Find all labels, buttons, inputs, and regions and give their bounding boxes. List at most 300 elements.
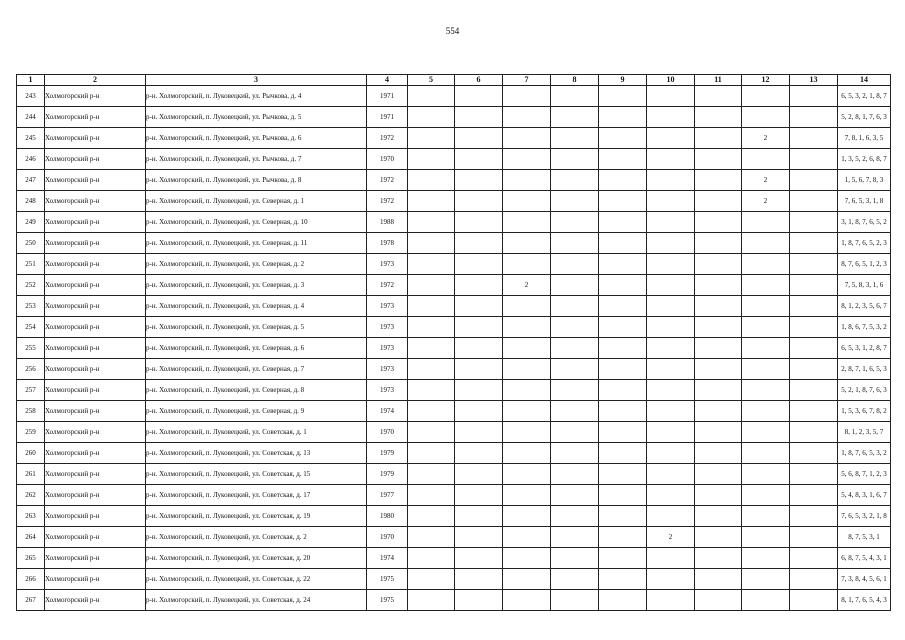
- row-number: 251: [17, 254, 45, 275]
- col11-cell: [695, 359, 742, 380]
- col9-cell: [599, 527, 647, 548]
- column-header-4: 4: [367, 75, 408, 86]
- address-cell: р-н. Холмогорский, п. Луковецкий, ул. Рычкова, д. 8: [146, 170, 367, 191]
- district-cell: Холмогорский р-н: [45, 485, 146, 506]
- col9-cell: [599, 254, 647, 275]
- codes-cell: 1, 3, 5, 2, 6, 8, 7: [838, 149, 891, 170]
- col6-cell: [455, 485, 503, 506]
- table-row: [17, 485, 891, 506]
- col9-cell: [599, 149, 647, 170]
- table-row: [17, 296, 891, 317]
- col8-cell: [551, 527, 599, 548]
- year-cell: 1974: [367, 401, 408, 422]
- col13-cell: [790, 233, 838, 254]
- address-cell: р-н. Холмогорский, п. Луковецкий, ул. Советская, д. 19: [146, 506, 367, 527]
- page-number: 554: [445, 26, 460, 36]
- col13-cell: [790, 548, 838, 569]
- row-number: 245: [17, 128, 45, 149]
- table-row: [17, 359, 891, 380]
- table-row: [17, 527, 891, 548]
- table-row: [17, 338, 891, 359]
- col6-cell: [455, 233, 503, 254]
- col7-cell: [503, 527, 551, 548]
- col6-cell: [455, 527, 503, 548]
- col6-cell: [455, 338, 503, 359]
- table-row: [17, 422, 891, 443]
- col8-cell: [551, 548, 599, 569]
- address-cell: р-н. Холмогорский, п. Луковецкий, ул. Северная, д. 11: [146, 233, 367, 254]
- col7-cell: 2: [503, 275, 551, 296]
- col5-cell: [408, 149, 455, 170]
- district-cell: Холмогорский р-н: [45, 254, 146, 275]
- col13-cell: [790, 527, 838, 548]
- col8-cell: [551, 191, 599, 212]
- col6-cell: [455, 443, 503, 464]
- col13-cell: [790, 128, 838, 149]
- col8-cell: [551, 485, 599, 506]
- table-row: [17, 170, 891, 191]
- address-cell: р-н. Холмогорский, п. Луковецкий, ул. Советская, д. 15: [146, 464, 367, 485]
- col12-cell: [742, 359, 790, 380]
- col10-cell: [647, 317, 695, 338]
- col12-cell: [742, 590, 790, 611]
- col8-cell: [551, 422, 599, 443]
- table-row: [17, 590, 891, 611]
- col11-cell: [695, 548, 742, 569]
- col5-cell: [408, 422, 455, 443]
- col13-cell: [790, 317, 838, 338]
- col11-cell: [695, 128, 742, 149]
- district-cell: Холмогорский р-н: [45, 170, 146, 191]
- col10-cell: [647, 464, 695, 485]
- col12-cell: 2: [742, 191, 790, 212]
- col9-cell: [599, 128, 647, 149]
- col9-cell: [599, 443, 647, 464]
- col12-cell: [742, 443, 790, 464]
- col12-cell: [742, 464, 790, 485]
- col13-cell: [790, 149, 838, 170]
- col13-cell: [790, 212, 838, 233]
- col9-cell: [599, 170, 647, 191]
- codes-cell: 6, 8, 7, 5, 4, 3, 1: [838, 548, 891, 569]
- year-cell: 1972: [367, 191, 408, 212]
- row-number: 260: [17, 443, 45, 464]
- year-cell: 1971: [367, 107, 408, 128]
- district-cell: Холмогорский р-н: [45, 275, 146, 296]
- row-number: 243: [17, 86, 45, 107]
- year-cell: 1974: [367, 548, 408, 569]
- col10-cell: [647, 233, 695, 254]
- col6-cell: [455, 569, 503, 590]
- col13-cell: [790, 275, 838, 296]
- col9-cell: [599, 317, 647, 338]
- codes-cell: 8, 7, 5, 3, 1: [838, 527, 891, 548]
- col11-cell: [695, 527, 742, 548]
- codes-cell: 6, 5, 3, 1, 2, 8, 7: [838, 338, 891, 359]
- col6-cell: [455, 401, 503, 422]
- col12-cell: 2: [742, 128, 790, 149]
- col7-cell: [503, 107, 551, 128]
- col12-cell: [742, 506, 790, 527]
- col9-cell: [599, 506, 647, 527]
- col10-cell: [647, 485, 695, 506]
- col10-cell: [647, 380, 695, 401]
- year-cell: 1975: [367, 569, 408, 590]
- col7-cell: [503, 317, 551, 338]
- col6-cell: [455, 590, 503, 611]
- column-header-8: 8: [551, 75, 599, 86]
- codes-cell: 5, 4, 8, 3, 1, 6, 7: [838, 485, 891, 506]
- col10-cell: [647, 359, 695, 380]
- col10-cell: [647, 191, 695, 212]
- col6-cell: [455, 380, 503, 401]
- codes-cell: 5, 6, 8, 7, 1, 2, 3: [838, 464, 891, 485]
- col7-cell: [503, 506, 551, 527]
- col12-cell: [742, 401, 790, 422]
- col5-cell: [408, 527, 455, 548]
- district-cell: Холмогорский р-н: [45, 359, 146, 380]
- district-cell: Холмогорский р-н: [45, 569, 146, 590]
- col10-cell: [647, 275, 695, 296]
- col10-cell: [647, 443, 695, 464]
- col12-cell: 2: [742, 170, 790, 191]
- col9-cell: [599, 464, 647, 485]
- col11-cell: [695, 401, 742, 422]
- col9-cell: [599, 275, 647, 296]
- address-cell: р-н. Холмогорский, п. Луковецкий, ул. Северная, д. 2: [146, 254, 367, 275]
- col8-cell: [551, 401, 599, 422]
- col13-cell: [790, 191, 838, 212]
- col11-cell: [695, 149, 742, 170]
- col9-cell: [599, 233, 647, 254]
- codes-cell: 7, 5, 8, 3, 1, 6: [838, 275, 891, 296]
- column-header-7: 7: [503, 75, 551, 86]
- col7-cell: [503, 548, 551, 569]
- col5-cell: [408, 569, 455, 590]
- district-cell: Холмогорский р-н: [45, 128, 146, 149]
- col12-cell: [742, 233, 790, 254]
- column-header-11: 11: [695, 75, 742, 86]
- col8-cell: [551, 128, 599, 149]
- table-body: [17, 86, 891, 611]
- col5-cell: [408, 359, 455, 380]
- col10-cell: [647, 107, 695, 128]
- col5-cell: [408, 170, 455, 191]
- col8-cell: [551, 380, 599, 401]
- col5-cell: [408, 107, 455, 128]
- col11-cell: [695, 296, 742, 317]
- col5-cell: [408, 254, 455, 275]
- col8-cell: [551, 443, 599, 464]
- year-cell: 1979: [367, 443, 408, 464]
- address-cell: р-н. Холмогорский, п. Луковецкий, ул. Северная, д. 1: [146, 191, 367, 212]
- col12-cell: [742, 86, 790, 107]
- col5-cell: [408, 338, 455, 359]
- district-cell: Холмогорский р-н: [45, 212, 146, 233]
- col5-cell: [408, 443, 455, 464]
- col13-cell: [790, 401, 838, 422]
- col8-cell: [551, 590, 599, 611]
- district-cell: Холмогорский р-н: [45, 527, 146, 548]
- col6-cell: [455, 128, 503, 149]
- col10-cell: [647, 254, 695, 275]
- row-number: 258: [17, 401, 45, 422]
- col6-cell: [455, 296, 503, 317]
- col12-cell: [742, 254, 790, 275]
- col13-cell: [790, 464, 838, 485]
- col12-cell: [742, 548, 790, 569]
- col8-cell: [551, 170, 599, 191]
- col6-cell: [455, 86, 503, 107]
- year-cell: 1973: [367, 338, 408, 359]
- year-cell: 1978: [367, 233, 408, 254]
- col11-cell: [695, 317, 742, 338]
- codes-cell: 6, 5, 3, 2, 1, 8, 7: [838, 86, 891, 107]
- col11-cell: [695, 380, 742, 401]
- col10-cell: [647, 569, 695, 590]
- column-header-14: 14: [838, 75, 891, 86]
- col6-cell: [455, 422, 503, 443]
- col9-cell: [599, 422, 647, 443]
- col10-cell: [647, 212, 695, 233]
- year-cell: 1970: [367, 422, 408, 443]
- col8-cell: [551, 86, 599, 107]
- district-cell: Холмогорский р-н: [45, 422, 146, 443]
- col5-cell: [408, 296, 455, 317]
- col13-cell: [790, 254, 838, 275]
- row-number: 246: [17, 149, 45, 170]
- col12-cell: [742, 107, 790, 128]
- address-cell: р-н. Холмогорский, п. Луковецкий, ул. Советская, д. 13: [146, 443, 367, 464]
- table-header: [17, 75, 891, 86]
- column-header-13: 13: [790, 75, 838, 86]
- year-cell: 1972: [367, 128, 408, 149]
- address-cell: р-н. Холмогорский, п. Луковецкий, ул. Советская, д. 20: [146, 548, 367, 569]
- district-cell: Холмогорский р-н: [45, 548, 146, 569]
- district-cell: Холмогорский р-н: [45, 443, 146, 464]
- col13-cell: [790, 338, 838, 359]
- col7-cell: [503, 86, 551, 107]
- row-number: 253: [17, 296, 45, 317]
- col13-cell: [790, 296, 838, 317]
- address-cell: р-н. Холмогорский, п. Луковецкий, ул. Северная, д. 10: [146, 212, 367, 233]
- col5-cell: [408, 506, 455, 527]
- col7-cell: [503, 464, 551, 485]
- row-number: 265: [17, 548, 45, 569]
- col9-cell: [599, 548, 647, 569]
- col10-cell: [647, 149, 695, 170]
- col11-cell: [695, 422, 742, 443]
- col7-cell: [503, 422, 551, 443]
- address-cell: р-н. Холмогорский, п. Луковецкий, ул. Северная, д. 4: [146, 296, 367, 317]
- col13-cell: [790, 506, 838, 527]
- col5-cell: [408, 548, 455, 569]
- year-cell: 1975: [367, 590, 408, 611]
- table-row: [17, 233, 891, 254]
- address-cell: р-н. Холмогорский, п. Луковецкий, ул. Рычкова, д. 4: [146, 86, 367, 107]
- codes-cell: 8, 1, 7, 6, 5, 4, 3: [838, 590, 891, 611]
- col12-cell: [742, 380, 790, 401]
- col11-cell: [695, 107, 742, 128]
- address-cell: р-н. Холмогорский, п. Луковецкий, ул. Советская, д. 24: [146, 590, 367, 611]
- address-cell: р-н. Холмогорский, п. Луковецкий, ул. Рычкова, д. 5: [146, 107, 367, 128]
- col6-cell: [455, 191, 503, 212]
- table-row: [17, 275, 891, 296]
- col8-cell: [551, 464, 599, 485]
- col13-cell: [790, 107, 838, 128]
- col8-cell: [551, 317, 599, 338]
- col7-cell: [503, 338, 551, 359]
- district-cell: Холмогорский р-н: [45, 191, 146, 212]
- codes-cell: 1, 8, 7, 6, 5, 3, 2: [838, 443, 891, 464]
- col8-cell: [551, 149, 599, 170]
- table-row: [17, 443, 891, 464]
- address-cell: р-н. Холмогорский, п. Луковецкий, ул. Советская, д. 2: [146, 527, 367, 548]
- col6-cell: [455, 548, 503, 569]
- row-number: 267: [17, 590, 45, 611]
- district-cell: Холмогорский р-н: [45, 233, 146, 254]
- col5-cell: [408, 212, 455, 233]
- row-number: 266: [17, 569, 45, 590]
- col5-cell: [408, 128, 455, 149]
- row-number: 255: [17, 338, 45, 359]
- col12-cell: [742, 569, 790, 590]
- col9-cell: [599, 380, 647, 401]
- codes-cell: 3, 1, 8, 7, 6, 5, 2: [838, 212, 891, 233]
- col9-cell: [599, 212, 647, 233]
- col6-cell: [455, 170, 503, 191]
- row-number: 261: [17, 464, 45, 485]
- district-cell: Холмогорский р-н: [45, 107, 146, 128]
- district-cell: Холмогорский р-н: [45, 380, 146, 401]
- codes-cell: 8, 1, 2, 3, 5, 7: [838, 422, 891, 443]
- address-cell: р-н. Холмогорский, п. Луковецкий, ул. Северная, д. 6: [146, 338, 367, 359]
- col9-cell: [599, 296, 647, 317]
- col7-cell: [503, 296, 551, 317]
- register-table: [16, 74, 891, 611]
- table-row: [17, 149, 891, 170]
- col12-cell: [742, 275, 790, 296]
- row-number: 264: [17, 527, 45, 548]
- col10-cell: [647, 86, 695, 107]
- district-cell: Холмогорский р-н: [45, 506, 146, 527]
- col10-cell: [647, 548, 695, 569]
- row-number: 259: [17, 422, 45, 443]
- col5-cell: [408, 233, 455, 254]
- col11-cell: [695, 338, 742, 359]
- col6-cell: [455, 317, 503, 338]
- year-cell: 1973: [367, 380, 408, 401]
- col7-cell: [503, 254, 551, 275]
- col9-cell: [599, 590, 647, 611]
- col7-cell: [503, 149, 551, 170]
- table-row: [17, 191, 891, 212]
- col11-cell: [695, 464, 742, 485]
- column-header-10: 10: [647, 75, 695, 86]
- col10-cell: [647, 338, 695, 359]
- column-header-9: 9: [599, 75, 647, 86]
- year-cell: 1970: [367, 149, 408, 170]
- col8-cell: [551, 233, 599, 254]
- col13-cell: [790, 569, 838, 590]
- address-cell: р-н. Холмогорский, п. Луковецкий, ул. Рычкова, д. 6: [146, 128, 367, 149]
- col6-cell: [455, 359, 503, 380]
- col13-cell: [790, 380, 838, 401]
- row-number: 248: [17, 191, 45, 212]
- table-row: [17, 254, 891, 275]
- col7-cell: [503, 443, 551, 464]
- column-header-1: 1: [17, 75, 45, 86]
- district-cell: Холмогорский р-н: [45, 296, 146, 317]
- col11-cell: [695, 191, 742, 212]
- district-cell: Холмогорский р-н: [45, 401, 146, 422]
- col11-cell: [695, 590, 742, 611]
- col8-cell: [551, 212, 599, 233]
- row-number: 247: [17, 170, 45, 191]
- col5-cell: [408, 464, 455, 485]
- col9-cell: [599, 86, 647, 107]
- col6-cell: [455, 464, 503, 485]
- col10-cell: [647, 590, 695, 611]
- col5-cell: [408, 191, 455, 212]
- address-cell: р-н. Холмогорский, п. Луковецкий, ул. Северная, д. 7: [146, 359, 367, 380]
- col7-cell: [503, 380, 551, 401]
- col5-cell: [408, 86, 455, 107]
- col9-cell: [599, 401, 647, 422]
- col10-cell: [647, 506, 695, 527]
- col5-cell: [408, 275, 455, 296]
- table-row: [17, 506, 891, 527]
- table-row: [17, 86, 891, 107]
- codes-cell: 1, 5, 3, 6, 7, 8, 2: [838, 401, 891, 422]
- col12-cell: [742, 296, 790, 317]
- row-number: 254: [17, 317, 45, 338]
- col6-cell: [455, 107, 503, 128]
- column-header-6: 6: [455, 75, 503, 86]
- col12-cell: [742, 338, 790, 359]
- year-cell: 1973: [367, 296, 408, 317]
- table-row: [17, 569, 891, 590]
- col8-cell: [551, 275, 599, 296]
- codes-cell: 7, 8, 1, 6, 3, 5: [838, 128, 891, 149]
- district-cell: Холмогорский р-н: [45, 590, 146, 611]
- col13-cell: [790, 422, 838, 443]
- col11-cell: [695, 569, 742, 590]
- col7-cell: [503, 212, 551, 233]
- column-header-3: 3: [146, 75, 367, 86]
- year-cell: 1988: [367, 212, 408, 233]
- col9-cell: [599, 107, 647, 128]
- col11-cell: [695, 170, 742, 191]
- row-number: 263: [17, 506, 45, 527]
- year-cell: 1970: [367, 527, 408, 548]
- col13-cell: [790, 359, 838, 380]
- codes-cell: 7, 6, 5, 3, 1, 8: [838, 191, 891, 212]
- year-cell: 1977: [367, 485, 408, 506]
- col5-cell: [408, 401, 455, 422]
- address-cell: р-н. Холмогорский, п. Луковецкий, ул. Советская, д. 17: [146, 485, 367, 506]
- col12-cell: [742, 317, 790, 338]
- col7-cell: [503, 485, 551, 506]
- row-number: 256: [17, 359, 45, 380]
- address-cell: р-н. Холмогорский, п. Луковецкий, ул. Северная, д. 5: [146, 317, 367, 338]
- col7-cell: [503, 590, 551, 611]
- col8-cell: [551, 359, 599, 380]
- col5-cell: [408, 380, 455, 401]
- header-row: [17, 75, 891, 86]
- table-row: [17, 128, 891, 149]
- col10-cell: [647, 170, 695, 191]
